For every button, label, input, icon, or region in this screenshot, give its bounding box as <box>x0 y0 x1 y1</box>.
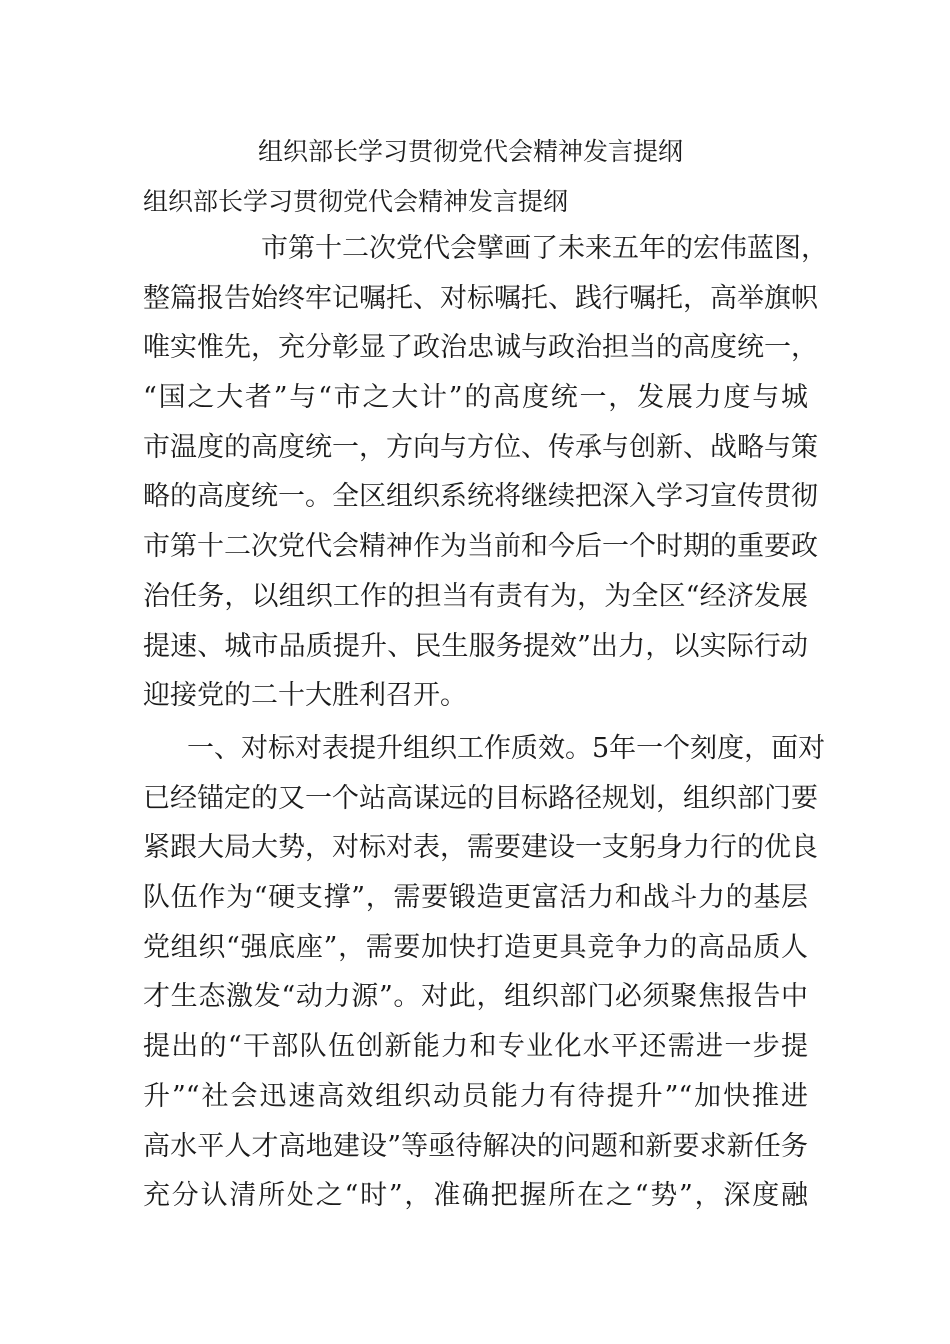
paragraph-line: 高水平人才高地建设”等亟待解决的问题和新要求新任务 <box>143 1130 808 1162</box>
paragraph-line: 才生态激发“动力源”。对此，组织部门必须聚焦报告中 <box>143 981 808 1013</box>
paragraph-line: 队伍作为“硬支撑”，需要锻造更富活力和战斗力的基层 <box>143 882 808 914</box>
paragraph-line: 略的高度统一。全区组织系统将继续把深入学习宣传贯彻 <box>143 481 818 513</box>
paragraph-line: 紧跟大局大势，对标对表，需要建设一支躬身力行的优良 <box>143 832 818 864</box>
document-title: 组织部长学习贯彻党代会精神发言提纲 <box>258 137 684 166</box>
paragraph-line: 整篇报告始终牢记嘱托、对标嘱托、践行嘱托，高举旗帜 <box>143 282 818 314</box>
paragraph-line: 迎接党的二十大胜利召开。 <box>143 680 467 712</box>
paragraph-section-one <box>143 724 826 1221</box>
paragraph-line: 提速、城市品质提升、民生服务提效”出力，以实际行动 <box>143 630 808 662</box>
paragraph-line: 党组织“强底座”，需要加快打造更具竞争力的高品质人 <box>143 931 808 963</box>
paragraph-line: 市第十二次党代会擘画了未来五年的宏伟蓝图， <box>261 233 828 264</box>
paragraph-line: 提出的“干部队伍创新能力和专业化水平还需进一步提 <box>143 1031 808 1063</box>
paragraph-line: 唯实惟先，充分彰显了政治忠诚与政治担当的高度统一， <box>143 332 818 364</box>
paragraph-line: “国之大者”与“市之大计”的高度统一，发展力度与城 <box>143 382 808 414</box>
paragraph-line: 一、对标对表提升组织工作质效。5年一个刻度，面对 <box>187 733 826 764</box>
paragraph-line: 市温度的高度统一，方向与方位、传承与创新、战略与策 <box>143 431 818 463</box>
paragraph-intro <box>143 224 828 721</box>
paragraph-line: 充分认清所处之“时”，准确把握所在之“势”，深度融 <box>143 1180 808 1212</box>
paragraph-line: 治任务，以组织工作的担当有责有为，为全区“经济发展 <box>143 580 808 612</box>
paragraph-line: 升”“社会迅速高效组织动员能力有待提升”“加快推进 <box>143 1080 808 1112</box>
document-subtitle: 组织部长学习贯彻党代会精神发言提纲 <box>143 187 569 216</box>
paragraph-line: 已经锚定的又一个站高谋远的目标路径规划，组织部门要 <box>143 782 818 814</box>
paragraph-line: 市第十二次党代会精神作为当前和今后一个时期的重要政 <box>143 531 818 563</box>
